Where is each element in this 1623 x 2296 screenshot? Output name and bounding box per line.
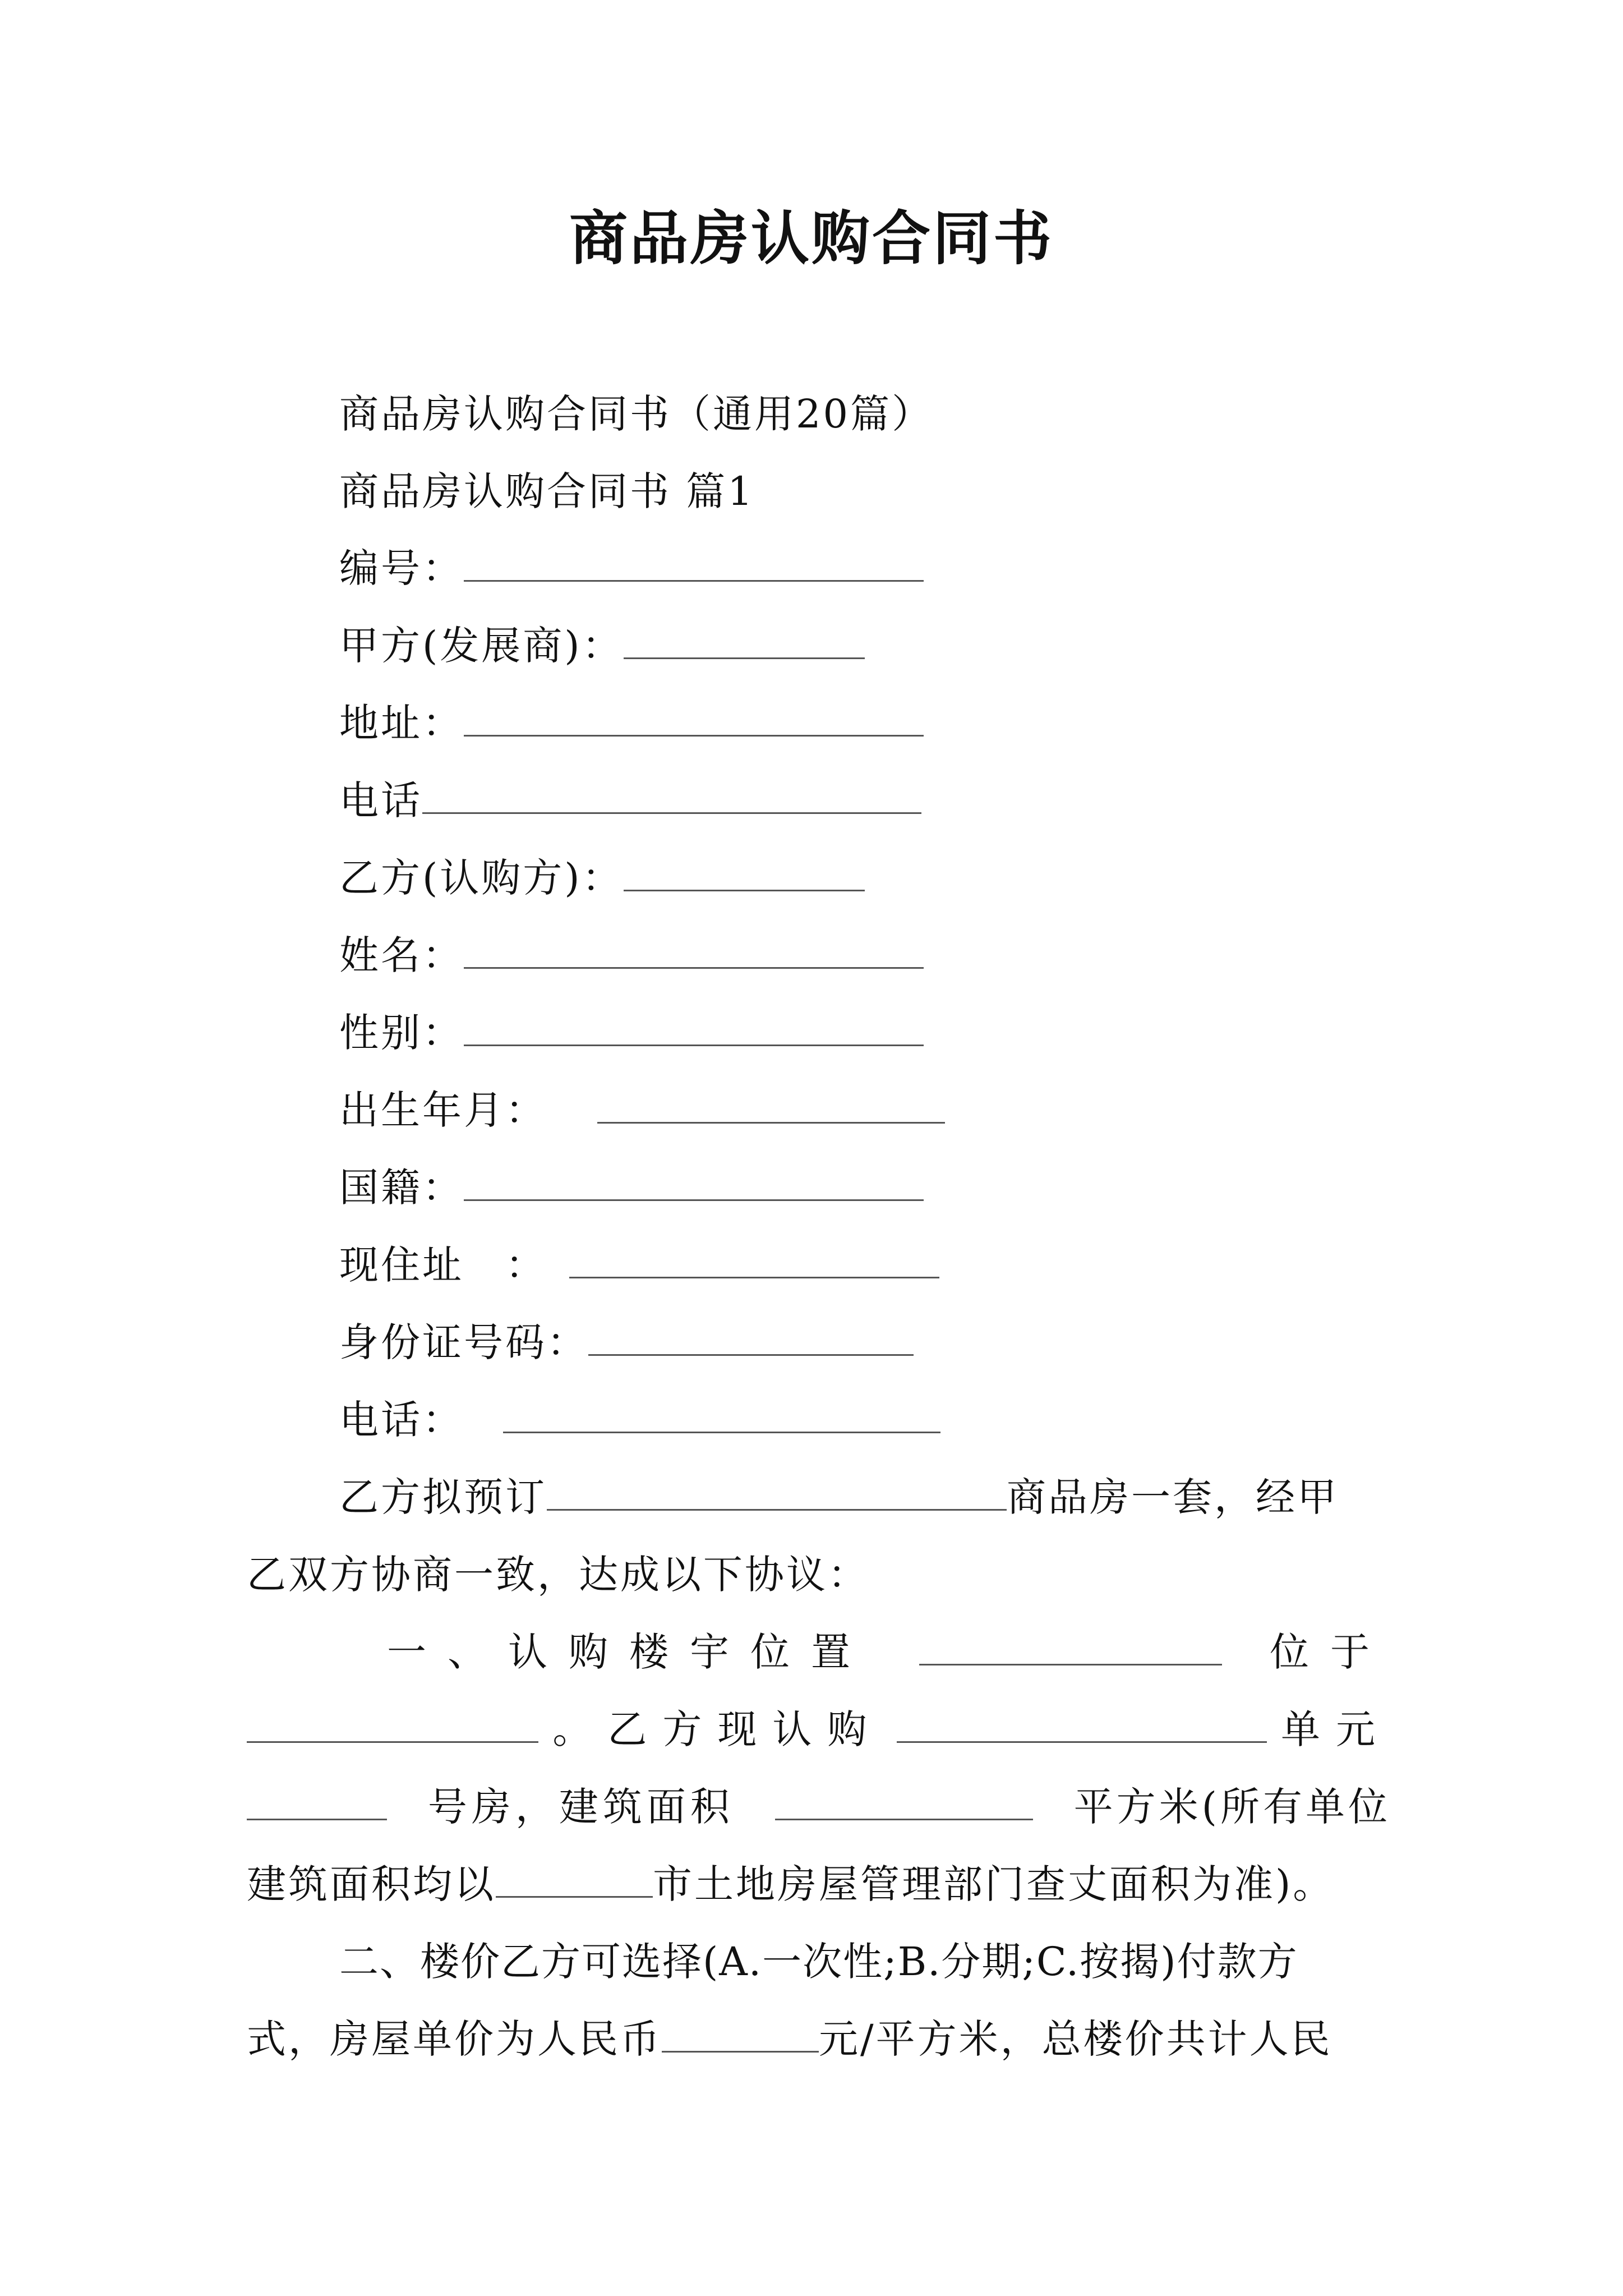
clause-text: 单元: [1280, 1706, 1391, 1752]
fill-blank[interactable]: [464, 700, 924, 737]
clause-text: 元/平方米，总楼价共计人民: [819, 2016, 1332, 2062]
field-phone-a: [339, 775, 921, 826]
field-label: 身份证号码：: [339, 1319, 588, 1365]
fill-blank[interactable]: [624, 855, 865, 891]
field-label: 现住址 ：: [339, 1242, 547, 1288]
clause-text: 号房，建筑面积: [427, 1784, 734, 1830]
field-label: 性别：: [339, 1010, 464, 1056]
field-birth: [339, 1085, 945, 1135]
field-label: 地址：: [339, 700, 464, 746]
fill-blank[interactable]: [464, 545, 924, 582]
intro-text: 商品房一套，经甲: [1007, 1474, 1339, 1520]
fill-blank[interactable]: [624, 623, 865, 659]
fill-blank[interactable]: [422, 777, 921, 814]
clause-text: 市土地房屋管理部门查丈面积为准)。: [653, 1861, 1335, 1907]
fill-blank[interactable]: [496, 1861, 653, 1898]
fill-blank[interactable]: [662, 2016, 819, 2053]
fill-blank[interactable]: [247, 1706, 538, 1743]
fill-blank[interactable]: [588, 1319, 914, 1356]
clause-text: 位于: [1270, 1629, 1391, 1675]
fill-blank[interactable]: [597, 1087, 945, 1124]
field-label: 乙方(认购方)：: [339, 855, 624, 901]
fill-blank[interactable]: [547, 1474, 1007, 1511]
intro-line-2: 乙双方协商一致，达成以下协议：: [247, 1552, 869, 1598]
fill-blank[interactable]: [919, 1629, 1222, 1665]
field-label: 出生年月：: [339, 1087, 547, 1133]
clause-text: 一、认购楼宇位置: [387, 1629, 872, 1675]
field-label: 电话: [339, 777, 422, 823]
field-party-b: [339, 853, 865, 903]
fill-blank[interactable]: [775, 1784, 1033, 1820]
fill-blank[interactable]: [464, 1165, 924, 1201]
field-label: 甲方(发展商)：: [339, 623, 624, 669]
fill-blank[interactable]: [897, 1706, 1267, 1743]
clause1-line-4: [247, 1859, 1334, 1910]
clause-text: 平方米(所有单位: [1073, 1784, 1391, 1830]
field-phone-b: [339, 1395, 940, 1445]
field-label: 编号：: [339, 545, 464, 591]
document-title: 商品房认购合同书: [569, 204, 1054, 273]
clause2-line-2: [247, 2014, 1332, 2064]
field-party-a: [339, 620, 865, 671]
field-number: [339, 543, 924, 593]
fill-blank[interactable]: [569, 1242, 939, 1278]
section-heading: 商品房认购合同书 篇1: [339, 468, 755, 514]
document-subtitle: 商品房认购合同书（通用20篇）: [339, 391, 934, 437]
field-label: 电话：: [339, 1397, 464, 1443]
fill-blank[interactable]: [464, 1010, 924, 1046]
fill-blank[interactable]: [247, 1784, 387, 1820]
clause1-line-1: [387, 1627, 1391, 1677]
fill-blank[interactable]: [464, 932, 924, 969]
clause-text: 建筑面积均以: [247, 1861, 496, 1907]
clause1-line-2: [247, 1704, 1391, 1755]
field-label: 国籍：: [339, 1165, 464, 1211]
field-label: 姓名：: [339, 932, 464, 978]
field-current-address: [339, 1240, 939, 1290]
clause-text: 式，房屋单价为人民币: [247, 2016, 662, 2062]
intro-text: 乙方拟预订: [339, 1474, 547, 1520]
field-nationality: [339, 1162, 924, 1213]
clause1-line-3: [247, 1782, 1391, 1832]
field-address: [339, 698, 924, 748]
fill-blank[interactable]: [503, 1397, 940, 1433]
clause2-line-1: 二、楼价乙方可选择(A.一次性;B.分期;C.按揭)付款方: [339, 1939, 1298, 1985]
field-name: [339, 930, 924, 981]
field-gender: [339, 1007, 924, 1058]
intro-line-1: [339, 1472, 1339, 1522]
clause-text: 。乙方现认购: [552, 1706, 883, 1752]
field-id-number: [339, 1317, 914, 1368]
